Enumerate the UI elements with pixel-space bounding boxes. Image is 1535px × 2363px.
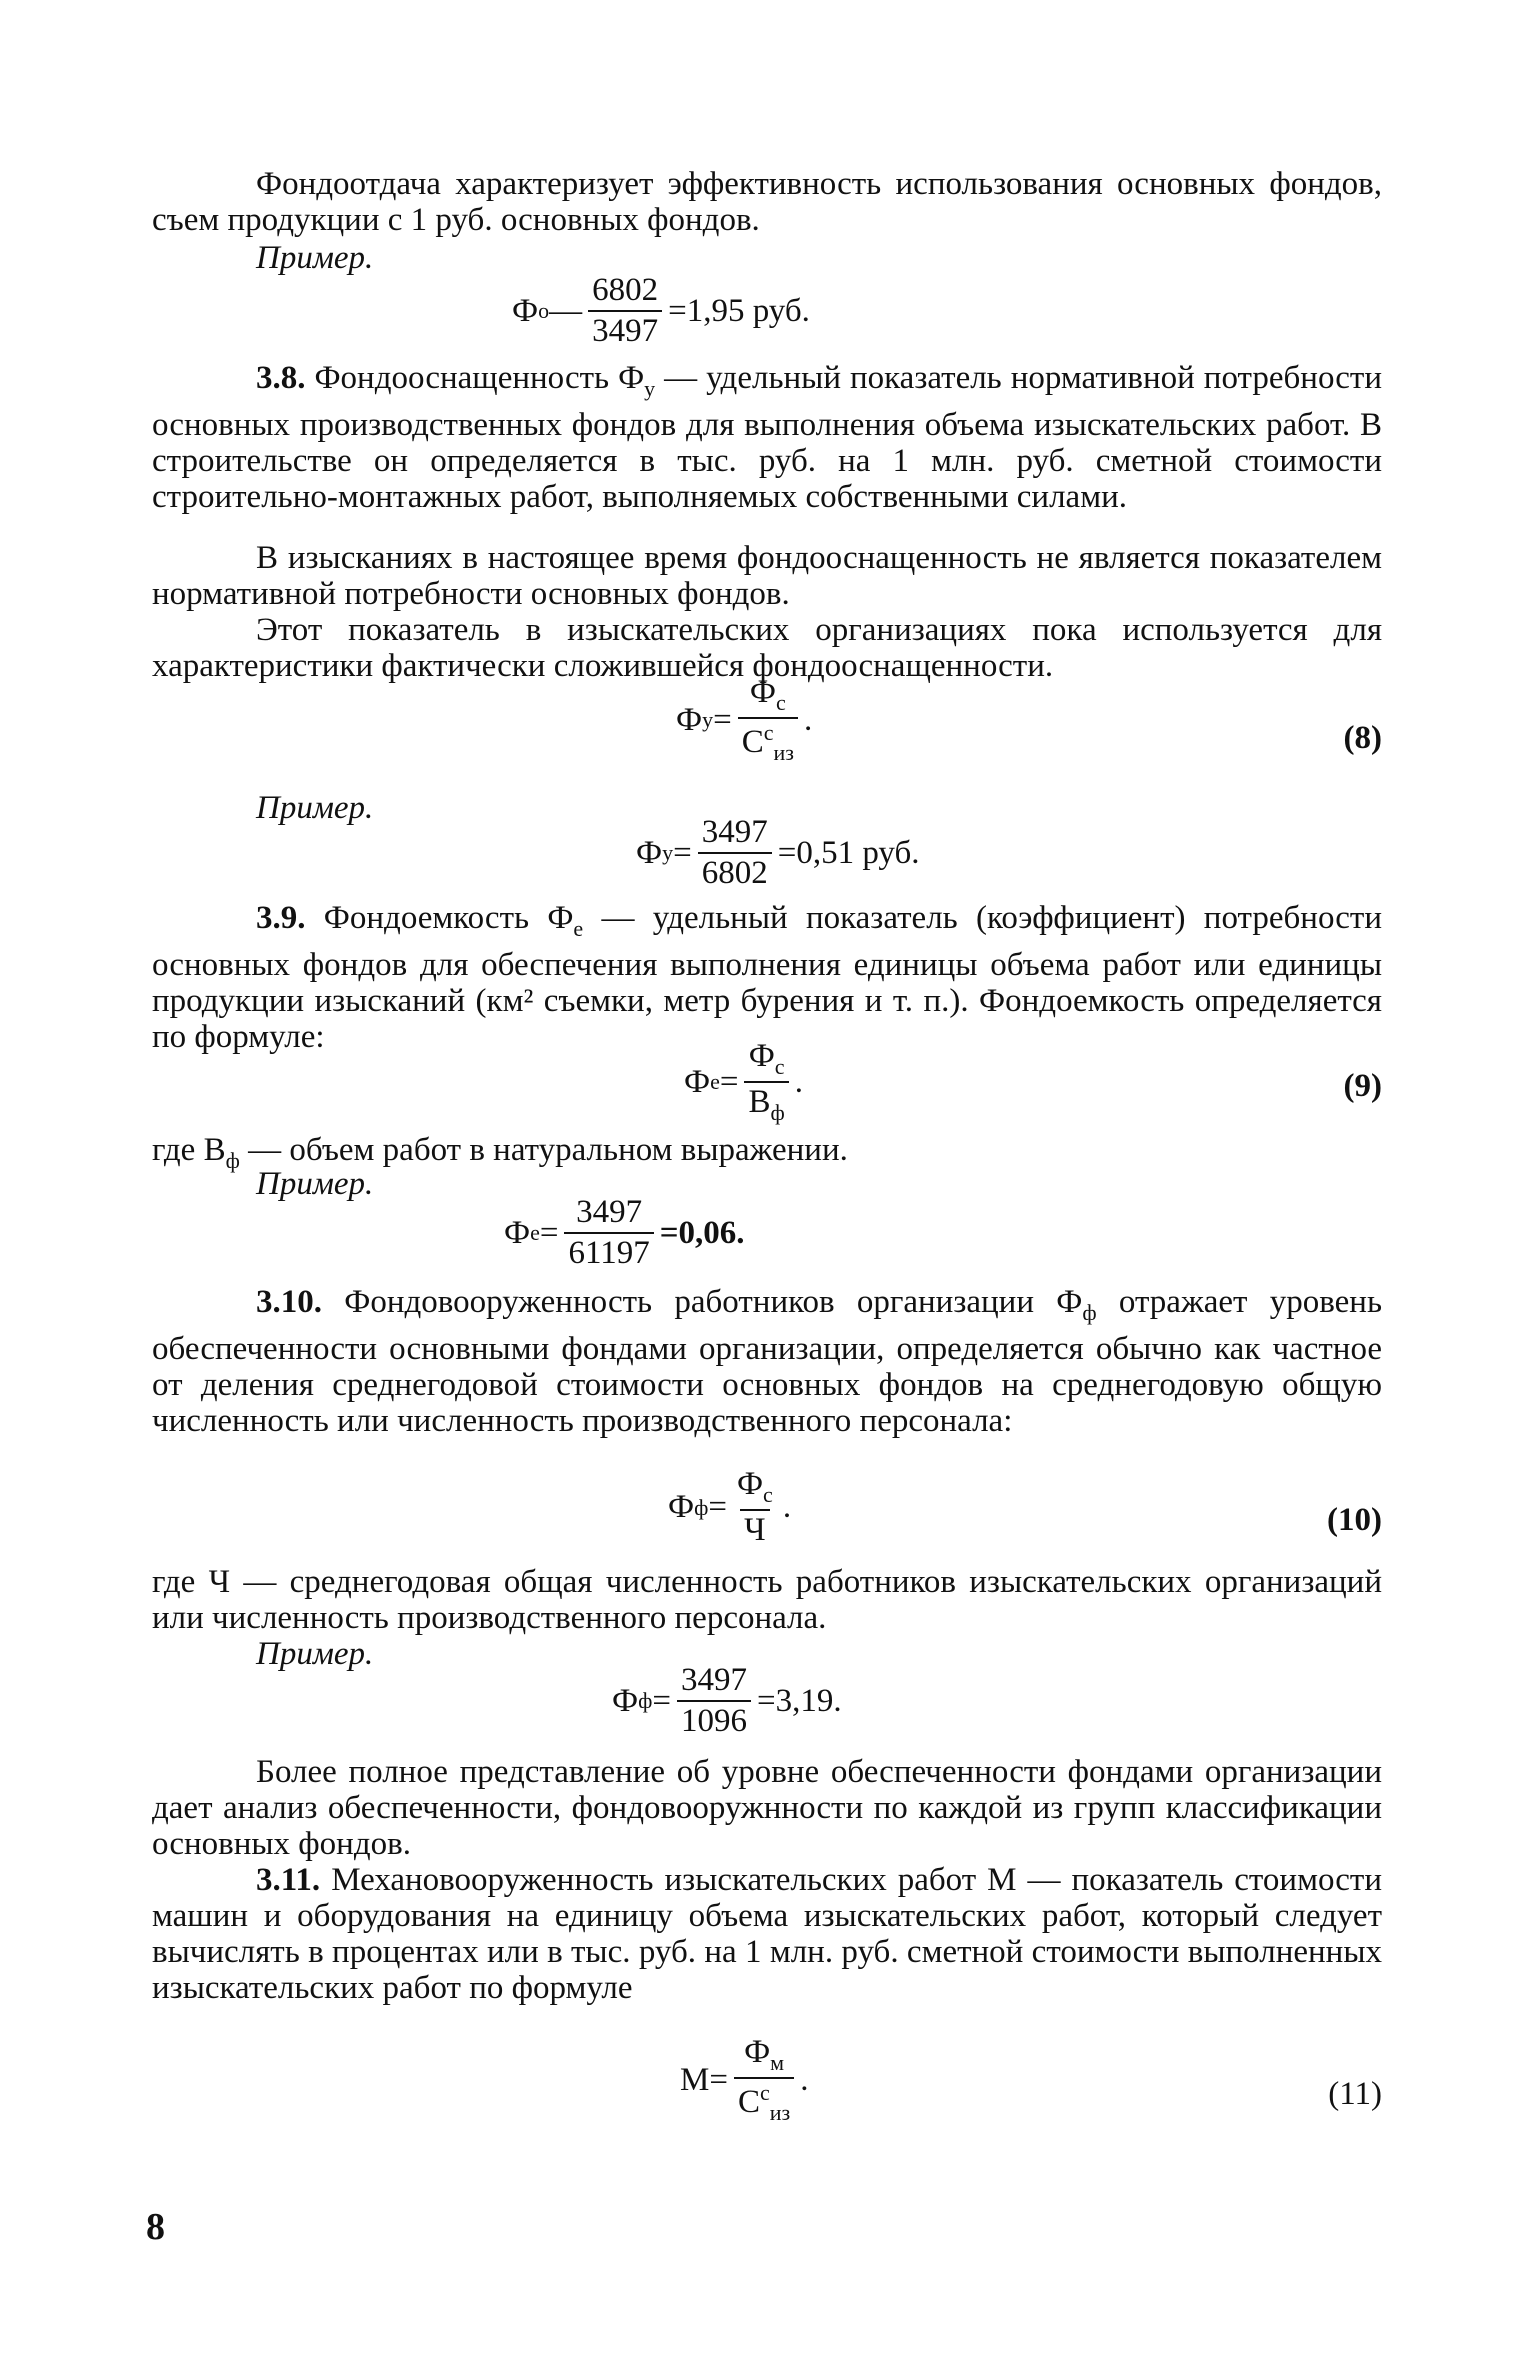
section-text: Механовооруженность изыскательских работ М — показатель стоимости машин и оборудования на единицу объема изыскательских работ, который следует вычислять в процентах или в тыс. руб. на 1 млн. руб. сметной стоимости выполненных изыскательских работ по формуле — [152, 1862, 1382, 2006]
formula-11 — [680, 2036, 808, 2124]
formula-lhs-sub: е — [710, 1069, 720, 1094]
fraction — [733, 1468, 777, 1547]
den-sup: с — [759, 2080, 770, 2105]
den-sub: из — [769, 2100, 791, 2125]
den-sub: из — [773, 740, 794, 765]
section-3-9 — [152, 900, 1382, 1055]
den-symbol: С — [741, 724, 764, 760]
section-number: 3.10. — [256, 1284, 322, 1320]
denominator — [738, 717, 798, 764]
formula-eq: = — [539, 1214, 559, 1251]
page-number: 8 — [146, 2206, 165, 2248]
formula-lhs-sub: у — [662, 840, 674, 865]
den-symbol: В — [748, 1084, 771, 1120]
section-number: 3.8. — [256, 360, 306, 396]
formula-10-example — [612, 1664, 842, 1738]
section-number: 3.11. — [256, 1862, 321, 1898]
section-text: Фондооснащенность Ф — [305, 360, 645, 396]
denominator — [734, 2077, 794, 2124]
section-rest: — удельный показатель нормативной потребности основных производственных фондов для выполнения объема изыскательских работ. В строительстве он определяется в тыс. руб. на 1 млн. руб. сметной стоимости строительно-монтажных работ, выполняемых собственными силами. — [152, 360, 1382, 515]
numerator — [745, 1040, 789, 1081]
formula-10 — [668, 1468, 791, 1547]
fraction — [588, 274, 662, 348]
formula-lhs: Ф — [612, 1682, 639, 1719]
section-rest: — удельный показатель (коэффициент) потребности основных фондов для обеспечения выполнения единицы объема работ или единицы продукции изысканий (км² съемки, метр бурения и т. п.). Фондоемкость определяется по формуле: — [152, 900, 1382, 1055]
formula-result: =1,95 руб. — [668, 292, 810, 329]
formula-result: =0,51 руб. — [777, 834, 920, 871]
formula-eq: = — [709, 2061, 728, 2098]
den-sup: с — [763, 720, 774, 745]
den-sub: ф — [770, 1100, 785, 1125]
definition-text: где В — [152, 1132, 226, 1168]
formula-lhs: Ф — [668, 1489, 695, 1525]
formula-fo — [512, 274, 810, 348]
definition-rest: — объем работ в натуральном выражении. — [239, 1132, 848, 1168]
formula-op: — — [549, 292, 583, 329]
den-symbol: С — [737, 2084, 760, 2120]
numerator: 3497 — [701, 814, 768, 850]
fraction — [738, 676, 798, 764]
section-text: Фондоемкость Ф — [305, 900, 574, 936]
formula-8-example — [636, 816, 919, 890]
example-label: Пример. — [256, 240, 374, 276]
fraction — [698, 816, 772, 890]
example-label: Пример. — [256, 1166, 374, 1202]
formula-eq: = — [713, 701, 732, 738]
num-symbol: Ф — [744, 2034, 771, 2070]
equation-number-9: (9) — [1343, 1068, 1382, 1104]
equation-number-10: (10) — [1327, 1502, 1382, 1538]
example-label: Пример. — [256, 1636, 374, 1672]
formula-eq: = — [673, 834, 692, 871]
paragraph-pokazatel: Этот показатель в изыскательских организациях пока используется для характеристики фактически сложившейся фондооснащенности. — [152, 612, 1382, 684]
formula-lhs-sub: о — [538, 298, 550, 323]
section-rest: отражает уровень обеспеченности основными фондами организации, определяется обычно как частное от деления среднегодовой стоимости основных фондов на среднегодовую общую численность или численность производственного персонала: — [152, 1284, 1382, 1439]
formula-lhs-sub: ф — [638, 1688, 653, 1713]
num-symbol: Ф — [749, 674, 776, 710]
example-label: Пример. — [256, 790, 374, 826]
section-sub: е — [573, 916, 584, 941]
section-number: 3.9. — [256, 900, 306, 936]
section-3-10 — [152, 1284, 1382, 1439]
formula-lhs-sub: е — [530, 1220, 540, 1245]
formula-tail: . — [803, 701, 813, 738]
formula-tail: . — [800, 2061, 809, 2098]
paragraph-izyskaniya: В изысканиях в настоящее время фондооснащенность не является показателем нормативной потребности основных фондов. — [152, 540, 1382, 612]
formula-eq: = — [652, 1682, 671, 1719]
denominator: 61197 — [564, 1232, 653, 1270]
section-sub: у — [644, 376, 656, 401]
formula-lhs: Ф — [504, 1214, 531, 1251]
numerator — [740, 2036, 788, 2077]
formula-lhs-sub: у — [702, 707, 714, 732]
formula-9 — [684, 1040, 803, 1124]
denominator: Ч — [740, 1509, 769, 1547]
paragraph-fondootdacha: Фондоотдача характеризует эффективность использования основных фондов, съем продукции с 1 руб. основных фондов. — [152, 166, 1382, 238]
formula-lhs: М — [680, 2061, 710, 2098]
section-3-8 — [152, 360, 1382, 515]
num-symbol: Ф — [736, 1466, 764, 1502]
paragraph-bolee: Более полное представление об уровне обеспеченности фондами организации дает анализ обеспеченности, фондовооружнности по каждой из групп классификации основных фондов. — [152, 1754, 1382, 1862]
numerator: 6802 — [592, 272, 659, 308]
numerator — [746, 676, 790, 717]
formula-tail: . — [794, 1063, 803, 1100]
formula-9-example — [504, 1196, 745, 1270]
formula-result: =0,06. — [659, 1214, 745, 1251]
equation-number-11: (11) — [1328, 2076, 1382, 2112]
num-sub: с — [775, 690, 786, 715]
formula-lhs: Ф — [636, 834, 663, 871]
definition-sub: ф — [225, 1148, 240, 1173]
formula-eq: = — [719, 1063, 739, 1100]
section-3-11 — [152, 1862, 1382, 2006]
definition-10: где Ч — среднегодовая общая численность работников изыскательских организаций или численность производственного персонала. — [152, 1564, 1382, 1636]
formula-lhs: Ф — [512, 292, 539, 329]
formula-result: =3,19. — [756, 1682, 842, 1719]
numerator — [733, 1468, 777, 1509]
denominator — [744, 1081, 788, 1124]
num-symbol: Ф — [748, 1038, 775, 1074]
section-text: Фондовооруженность работников организации Ф — [322, 1284, 1083, 1320]
formula-tail: . — [782, 1489, 792, 1525]
fraction — [734, 2036, 794, 2124]
numerator: 3497 — [680, 1662, 747, 1698]
fraction — [564, 1196, 653, 1270]
formula-eq: = — [708, 1489, 727, 1525]
denominator: 3497 — [588, 310, 662, 348]
formula-lhs-sub: ф — [694, 1494, 709, 1520]
num-sub: м — [770, 2050, 785, 2075]
formula-8 — [676, 676, 812, 764]
numerator: 3497 — [576, 1194, 643, 1230]
fraction — [744, 1040, 788, 1124]
num-sub: с — [774, 1054, 785, 1079]
denominator: 1096 — [677, 1700, 751, 1738]
fraction — [677, 1664, 751, 1738]
num-sub: с — [763, 1482, 773, 1507]
section-sub: ф — [1082, 1300, 1097, 1325]
denominator: 6802 — [698, 852, 772, 890]
formula-lhs: Ф — [684, 1063, 711, 1100]
formula-lhs: Ф — [676, 701, 703, 738]
equation-number-8: (8) — [1343, 720, 1382, 756]
